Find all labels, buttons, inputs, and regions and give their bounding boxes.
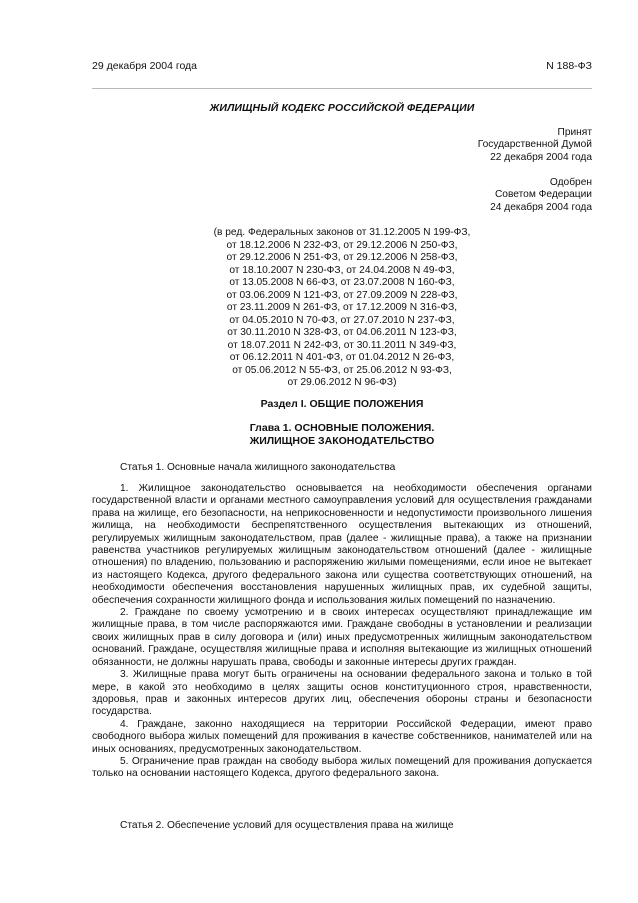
article-2-title: Статья 2. Обеспечение условий для осуществления права на жилище	[120, 820, 454, 831]
approved-block	[392, 177, 592, 214]
adopted-line: 22 декабря 2004 года	[490, 151, 592, 163]
document-header	[92, 60, 592, 73]
amendment-line: от 03.06.2009 N 121-ФЗ, от 27.09.2009 N 228-ФЗ,	[226, 289, 458, 301]
amendment-line: от 13.05.2008 N 66-ФЗ, от 23.07.2008 N 160-ФЗ,	[229, 277, 455, 288]
law-date: 29 декабря 2004 года	[92, 60, 198, 72]
article-paragraph: 2. Граждане по своему усмотрению и в своих интересах осуществляют принадлежащие им жилищные права, в том числе распоряжаются ими. Граждане свободны в установлении и реализации своих жилищных прав в силу договора и (или) иных предусмотренных жилищным законодательством оснований. Граждане, осуществляя жилищные права и исполняя вытекающие из жилищных отношений обязанности, не должны нарушать права, свободы и законные интересы других граждан.	[92, 607, 592, 668]
amendment-line: от 29.06.2012 N 96-ФЗ)	[287, 377, 397, 388]
article-1-body	[92, 483, 592, 781]
chapter-title-line: Глава 1. ОСНОВНЫЕ ПОЛОЖЕНИЯ.	[249, 422, 435, 434]
amendment-line: от 18.10.2007 N 230-ФЗ, от 24.04.2008 N 49-ФЗ,	[229, 264, 455, 276]
approved-line: Одобрен	[549, 177, 592, 188]
adopted-line: Государственной Думой	[477, 139, 592, 151]
adopted-block	[392, 127, 592, 164]
amendment-line: (в ред. Федеральных законов от 31.12.2005 N 199-ФЗ,	[213, 227, 471, 238]
section-title: Раздел I. ОБЩИЕ ПОЛОЖЕНИЯ	[260, 398, 424, 410]
amendment-line: от 05.06.2012 N 55-ФЗ, от 25.06.2012 N 93-ФЗ,	[232, 364, 452, 376]
amendment-line: от 18.07.2011 N 242-ФЗ, от 30.11.2011 N 349-ФЗ,	[227, 339, 457, 351]
amendment-line: от 18.12.2006 N 232-ФЗ, от 29.12.2006 N 250-ФЗ,	[226, 239, 458, 251]
law-number: N 188-ФЗ	[546, 60, 592, 72]
amendment-line: от 06.12.2011 N 401-ФЗ, от 01.04.2012 N 26-ФЗ,	[229, 352, 455, 363]
header-divider	[92, 88, 592, 89]
article-paragraph: 5. Ограничение прав граждан на свободу выбора жилых помещений для проживания допускается только на основании настоящего Кодекса, другого федерального закона.	[92, 755, 592, 780]
chapter-title	[92, 422, 592, 447]
document-title: ЖИЛИЩНЫЙ КОДЕКС РОССИЙСКОЙ ФЕДЕРАЦИИ	[209, 102, 475, 114]
article-paragraph: 3. Жилищные права могут быть ограничены на основании федерального закона и только в той мере, в какой это необходимо в целях защиты основ конституционного строя, нравственности, здоровья, прав и законных интересов других лиц, обеспечения обороны страны и безопасности государства.	[92, 669, 592, 718]
amendment-line: от 30.11.2010 N 328-ФЗ, от 04.06.2011 N 123-ФЗ,	[227, 327, 457, 338]
article-paragraph: 1. Жилищное законодательство основывается на необходимости обеспечения органами государственной власти и органами местного самоуправления условий для осуществления гражданами права на жилище, его безопасности, на неприкосновенности и недопустимости произвольного лишения жилища, на необходимости беспрепятственного осуществления вытекающих из отношений, регулируемых жилищным законодательством, прав (далее - жилищные права), а также на признании равенства участников регулируемых жилищным законодательством отношений (далее - жилищные отношения) по владению, пользованию и распоряжению жилыми помещениями, если иное не вытекает из настоящего Кодекса, другого федерального закона или существа соответствующих отношений, на необходимости обеспечения восстановления нарушенных жилищных прав, их судебной защиты, обеспечения сохранности жилищного фонда и использования жилых помещений по назначению.	[92, 483, 592, 606]
amendment-line: от 23.11.2009 N 261-ФЗ, от 17.12.2009 N 316-ФЗ,	[226, 302, 458, 313]
approved-line: 24 декабря 2004 года	[490, 201, 592, 213]
adopted-line: Принят	[557, 127, 592, 138]
article-1-title: Статья 1. Основные начала жилищного законодательства	[120, 462, 396, 473]
approved-line: Советом Федерации	[494, 189, 592, 201]
amendment-line: от 04.05.2010 N 70-ФЗ, от 27.07.2010 N 237-ФЗ,	[229, 314, 455, 326]
chapter-title-line: ЖИЛИЩНОЕ ЗАКОНОДАТЕЛЬСТВО	[249, 434, 435, 447]
amendment-line: от 29.12.2006 N 251-ФЗ, от 29.12.2006 N 258-ФЗ,	[226, 252, 458, 263]
amendments-list	[92, 227, 592, 390]
article-paragraph: 4. Граждане, законно находящиеся на территории Российской Федерации, имеют право свободного выбора жилых помещений для проживания в качестве собственников, нанимателей или на иных основаниях, предусмотренных законодательством.	[92, 718, 592, 755]
